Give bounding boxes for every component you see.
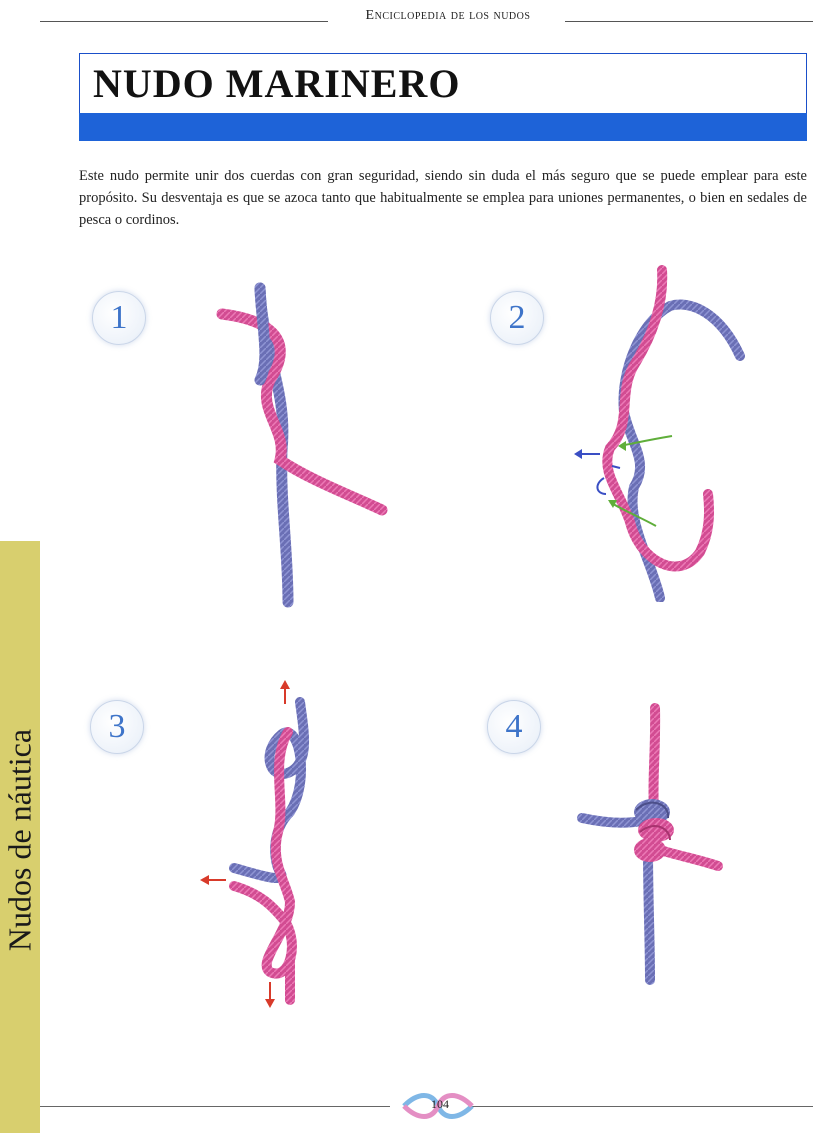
running-head: Enciclopedia de los nudos [365, 8, 531, 23]
blue-rope-bottom [648, 850, 650, 980]
step-number-2: 2 [490, 291, 544, 345]
step-3-illustration [190, 672, 350, 1012]
pink-end [660, 850, 718, 866]
pink-rope [234, 732, 292, 974]
pink-rope-top [653, 708, 655, 810]
pink-rope [607, 270, 709, 566]
pink-rope [222, 314, 382, 510]
footer-rule-right [470, 1106, 813, 1107]
footer-rule-left [40, 1106, 390, 1107]
step-number-3: 3 [90, 700, 144, 754]
page-title: NUDO MARINERO [93, 61, 461, 106]
blue-end [582, 818, 646, 823]
step-4-illustration [570, 700, 740, 990]
intro-paragraph: Este nudo permite unir dos cuerdas con gran seguridad, siendo sin duda el más seguro que se puede emplear para este propósito. Su desventaja es que se azoca tanto que habitualmente se emplea para uniones permanentes, o bien en sedales de pesca o cordinos. [79, 167, 807, 228]
step-number-1: 1 [92, 291, 146, 345]
section-side-tab-label: Nudos de náutica [1, 728, 38, 952]
step-number-4: 4 [487, 700, 541, 754]
title-color-bar [79, 113, 807, 141]
step-1-illustration [200, 270, 420, 610]
blue-arrow-2 [597, 478, 606, 494]
header-rule-left [40, 21, 328, 22]
page-number: 104 [431, 1097, 449, 1111]
blue-rope [234, 702, 304, 878]
step-2-illustration [560, 262, 780, 602]
header-rule-right [565, 21, 813, 22]
